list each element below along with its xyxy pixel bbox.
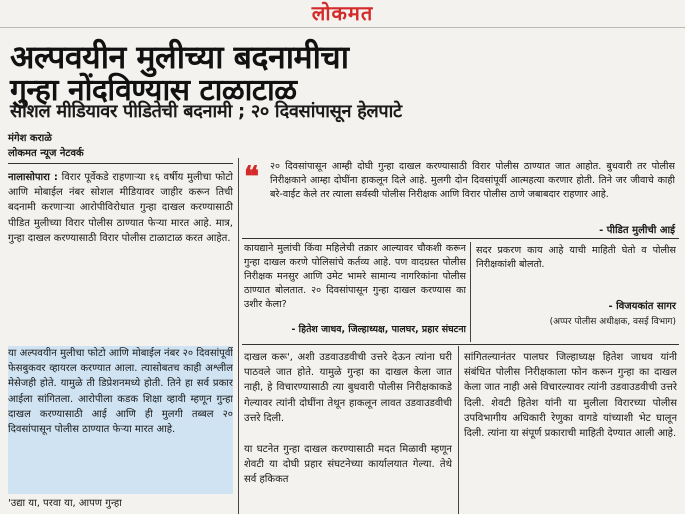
column-1-text: विरार पूर्वेकडे राहणाऱ्या १६ वर्षीय मुलीचा फोटो आणि मोबाईल नंबर सोशल मीडियावर जाहीर करून तिची बदनामी करणाऱ्या आरोपीविरोधात गुन्हा दाखल करण्यासाठी पीडित मुलीच्या विरार पोलीस ठाण्यात फेऱ्या मारत आहे. मात्र, गुन्हा दाखल करण्यासाठी विरार पोलीस टाळाटाळ करत आहेत. xyxy=(8,172,233,244)
column-1-paragraph-2: या अल्पवयीन मुलीचा फोटो आणि मोबाईल नंबर २० दिवसांपूर्वी फेसबुकवर व्हायरल करण्यात आला. त्यासोबतच काही अश्लील मेसेजही होते. यामुळे ती डिप्रेशनमध्ये होती. तिने हा सर्व प्रकार आईला सांगितला. आरोपीला कडक शिक्षा व्हावी म्हणून गुन्हा दाखल करण्यासाठी आई आणि ही मुलगी तब्बल २० दिवसांपासून पोलीस ठाण्यात फेऱ्या मारत आहे. xyxy=(8,346,233,494)
column-divider-1 xyxy=(238,158,239,514)
quote-icon: ❝ xyxy=(244,160,260,193)
quote3-attribution-role: (अप्पर पोलीस अधीक्षक, वसई विभाग) xyxy=(549,317,676,327)
column-divider-2 xyxy=(458,346,459,514)
byline-author: मंगेश कराळे xyxy=(8,133,52,144)
headline-line-2: गुन्हा नोंदविण्यास टाळाटाळ xyxy=(10,73,297,108)
byline-divider xyxy=(8,163,233,164)
quotes-bottom-divider xyxy=(242,344,679,345)
masthead xyxy=(0,0,685,26)
quote-box-divider xyxy=(470,242,471,342)
column-3-paragraph-1: सांगितल्यानंतर पालघर जिल्हाध्यक्ष हितेश जाधव यांनी संबंधित पोलीस निरीक्षकाला फोन करून गुन्हा का दाखल केला जात नाही असे विचारल्यावर त्यांनी उडवाउडवीची उत्तरे दिली. शेवटी हितेश यांनी या मुलीला विरारच्या पोलीस उपविभागीय अधिकारी रेणुका वागडे यांच्याशी भेट घालून दिली. त्यांना या संपूर्ण प्रकाराची माहिती देण्यात आली आहे. xyxy=(464,352,677,440)
headline-line-1: अल्पवयीन मुलीच्या बदनामीचा xyxy=(10,38,349,76)
quote3-text: सदर प्रकरण काय आहे याची माहिती घेतो व पोलीस निरीक्षकांशी बोलतो. xyxy=(476,245,676,270)
quote3-attribution: - विजयकांत सागर xyxy=(608,301,676,312)
column-1-paragraph-1 xyxy=(8,170,233,332)
quote-text: २० दिवसांपासून आम्ही दोघी गुन्हा दाखल करण्यासाठी विरार पोलीस ठाण्यात जात आहोत. बुधवारी तर पोलीस निरीक्षकाने आम्हा दोघींना हाकलून दिले आहे. मुलगी दोन दिवसांपूर्वी आत्महत्या करणार होती. तिने जर जीवाचे काही बरे-वाईट केले तर त्याला सर्वस्वी पोलीस निरीक्षक आणि विरार पोलीस ठाणे जबाबदार राहणार आहे. xyxy=(270,161,675,200)
quote2-text: कायद्याने मुलांची किंवा महिलेची तक्रार आल्यावर चौकशी करून गुन्हा दाखल करणे पोलिसांचे कर्तव्य आहे. पण वादग्रस्त पोलीस निरीक्षक मनसुर आणि उमेट भामरे सामान्य नागरिकांना पोलीस ठाण्यात बोलतात. २० दिवसांपासून गुन्हा दाखल करण्यास का उशीर केला? xyxy=(244,243,466,310)
quote-divider xyxy=(242,238,679,239)
newspaper-logo: लोकमत xyxy=(311,1,374,25)
quote2-attribution: - हितेश जाधव, जिल्हाध्यक्ष, पालघर, प्रहार संघटना xyxy=(291,324,466,335)
column-2-paragraph-2: या घटनेत गुन्हा दाखल करण्यासाठी मदत मिळावी म्हणून शेवटी या दोघी प्रहार संघटनेच्या कार्यालयात गेल्या. तेथे सर्व हकिकत xyxy=(244,444,452,486)
dateline: नालासोपारा : xyxy=(8,172,58,183)
column-1-paragraph-3: 'उद्या या, परवा या, आपण गुन्हा xyxy=(8,498,122,509)
masthead-divider xyxy=(0,27,685,28)
column-2-paragraph-1: दाखल करू', अशी उडवाउडवीची उत्तरे देऊन त्यांना घरी पाठवले जात होते. यामुळे गुन्हा का दाखल केला जात नाही, हे विचारण्यासाठी त्या बुधवारी पोलीस निरीक्षकाकडे गेल्यावर त्यांनी दोघींना तेथून हाकलून लावत उडवाउडवीची उत्तरे दिली. xyxy=(244,352,452,424)
quote-attribution: - पीडित मुलीची आई xyxy=(599,225,675,236)
byline-agency: लोकमत न्यूज नेटवर्क xyxy=(8,148,84,159)
subheadline: सोशल मीडियावर पीडितेची बदनामी ; २० दिवसांपासून हेलपाटे xyxy=(10,101,402,122)
